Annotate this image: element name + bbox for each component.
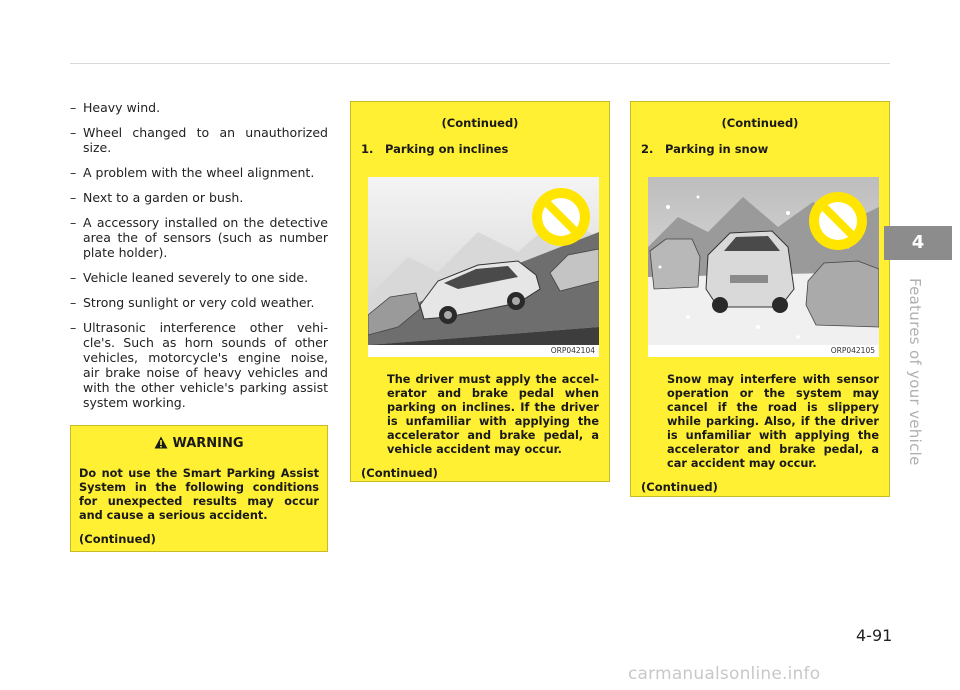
snow-panel	[630, 101, 890, 497]
prohibition-icon	[532, 188, 590, 246]
subheading-text: Parking on inclines	[385, 142, 509, 156]
item-number: 2.	[641, 142, 654, 156]
incline-scene-image	[368, 177, 599, 357]
top-rule	[70, 63, 890, 64]
list-item: – A problem with the wheel alignment.	[70, 165, 328, 180]
list-item: – Strong sunlight or very cold weather.	[70, 295, 328, 310]
incline-illustration	[368, 177, 599, 357]
item-number: 1.	[361, 142, 374, 156]
chapter-title	[906, 278, 930, 466]
warning-continued: (Continued)	[79, 532, 156, 546]
list-item: – Wheel changed to an unauthorized size.	[70, 125, 328, 155]
continued-bottom: (Continued)	[361, 466, 438, 480]
incline-panel	[350, 101, 610, 482]
prohibition-icon	[809, 192, 867, 250]
chapter-tab: 4	[884, 226, 952, 260]
continued-top: (Continued)	[721, 116, 799, 130]
panel-subheading	[361, 142, 609, 156]
warning-heading	[79, 436, 319, 451]
list-item: – Ultrasonic interference other vehi-cle's. Such as horn sounds of other vehicles, motorcycle's engine noise, air brake noise of heavy vehicles and with the other vehicle's parking assist system working.	[70, 320, 328, 410]
chapter-title-text: Features of your vehicle	[906, 278, 924, 466]
left-column	[70, 100, 328, 420]
panel-text: The driver must apply the accel-erator and brake pedal when parking on inclines. If the driver is unfamiliar with applying the accelerator and brake pedal, a vehicle accident may occur.	[387, 373, 599, 456]
panel-text: Snow may interfere with sensor operation or the system may cancel if the road is slippery while parking. Also, if the driver is unfamiliar with applying the accelerator and brake pedal, a car accident may occur.	[667, 373, 879, 470]
condition-list	[70, 100, 328, 410]
warning-triangle-icon	[154, 436, 168, 449]
page-number: 4-91	[856, 626, 893, 645]
list-item: – Vehicle leaned severely to one side.	[70, 270, 328, 285]
warning-label: WARNING	[172, 436, 244, 451]
snow-scene-image	[648, 177, 879, 357]
list-item: – A accessory installed on the detective area the of sensors (such as number plate holder).	[70, 215, 328, 260]
subheading-text: Parking in snow	[665, 142, 769, 156]
figure-code: ORP042105	[830, 346, 875, 355]
figure-code: ORP042104	[550, 346, 595, 355]
list-item: – Heavy wind.	[70, 100, 328, 115]
continued-bottom: (Continued)	[641, 480, 718, 494]
list-item: – Next to a garden or bush.	[70, 190, 328, 205]
warning-text: Do not use the Smart Parking Assist System in the following conditions for unexpected results may occur and cause a serious accident.	[79, 467, 319, 522]
watermark: carmanualsonline.info	[628, 664, 821, 684]
continued-top: (Continued)	[441, 116, 519, 130]
warning-box	[70, 425, 328, 552]
panel-subheading	[641, 142, 889, 156]
snow-illustration	[648, 177, 879, 357]
